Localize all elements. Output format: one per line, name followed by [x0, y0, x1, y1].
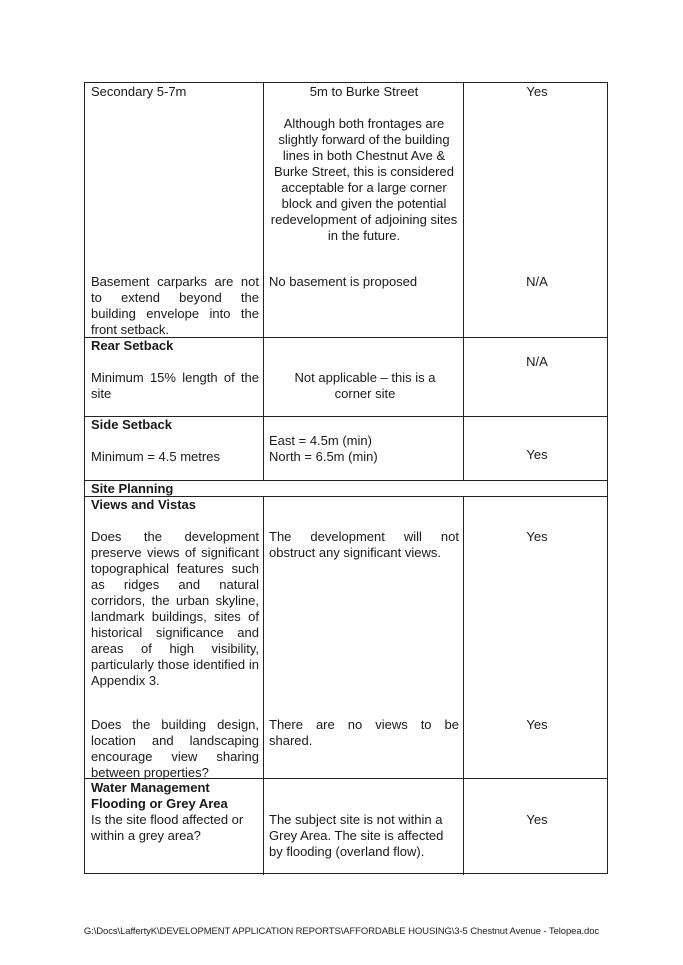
- side-setback-label: Minimum = 4.5 metres: [91, 449, 220, 464]
- flooding-grey-area-heading: Flooding or Grey Area: [91, 796, 228, 811]
- column-divider-2: [463, 83, 464, 481]
- rear-setback-heading: Rear Setback: [91, 338, 174, 353]
- views-vistas-heading: Views and Vistas: [91, 497, 197, 512]
- secondary-setback-compliance: Yes: [526, 84, 548, 99]
- column-divider-2b: [463, 497, 464, 875]
- view-sharing-comment: There are no views to be shared.: [269, 717, 459, 748]
- side-setback-compliance: Yes: [526, 447, 548, 462]
- secondary-setback-label: Secondary 5-7m: [91, 84, 187, 99]
- water-management-label: Is the site flood affected or within a grey area?: [91, 812, 244, 843]
- view-sharing-compliance: Yes: [526, 717, 548, 732]
- side-setback-heading: Side Setback: [91, 417, 172, 432]
- secondary-setback-comment-body: Although both frontages are slightly forward of the building lines in both Chestnut Ave & Burke Street, this is considered acceptable for a large corner block and given the potential redevelopment of adjoining sites in the future.: [270, 116, 458, 243]
- water-management-comment: The subject site is not within a Grey Area. The site is affected by flooding (overland flow).: [269, 812, 444, 859]
- views-vistas-label: Does the development preserve views of significant topographical features such as ridges and natural corridors, the urban skyline, landmark buildings, sites of historical significance and areas of high visibility, particularly those identified in Appendix 3.: [91, 529, 259, 688]
- views-vistas-compliance: Yes: [526, 529, 548, 544]
- compliance-table: [84, 82, 608, 874]
- rear-setback-compliance: N/A: [526, 354, 548, 369]
- basement-compliance: N/A: [526, 274, 548, 289]
- document-path-footer: G:\Docs\LaffertyK\DEVELOPMENT APPLICATION REPORTS\AFFORDABLE HOUSING\3-5 Chestnut Avenue - Telopea.doc: [83, 926, 600, 937]
- side-setback-comment-east: East = 4.5m (min): [269, 433, 372, 448]
- side-setback-comment-north: North = 6.5m (min): [269, 449, 378, 464]
- basement-label: Basement carparks are not to extend beyond the building envelope into the front setback.: [91, 274, 259, 337]
- column-divider-1b: [263, 497, 264, 875]
- site-planning-heading: Site Planning: [91, 481, 174, 496]
- rear-setback-comment: Not applicable – this is a corner site: [294, 370, 436, 401]
- water-management-compliance: Yes: [526, 812, 548, 827]
- secondary-setback-comment-line: 5m to Burke Street: [309, 84, 419, 99]
- views-vistas-comment: The development will not obstruct any significant views.: [269, 529, 459, 560]
- water-management-heading: Water Management: [91, 780, 210, 795]
- view-sharing-label: Does the building design, location and landscaping encourage view sharing between properties?: [91, 717, 259, 780]
- basement-comment: No basement is proposed: [269, 274, 418, 289]
- column-divider-1: [263, 83, 264, 481]
- rear-setback-label: Minimum 15% length of the site: [91, 370, 259, 401]
